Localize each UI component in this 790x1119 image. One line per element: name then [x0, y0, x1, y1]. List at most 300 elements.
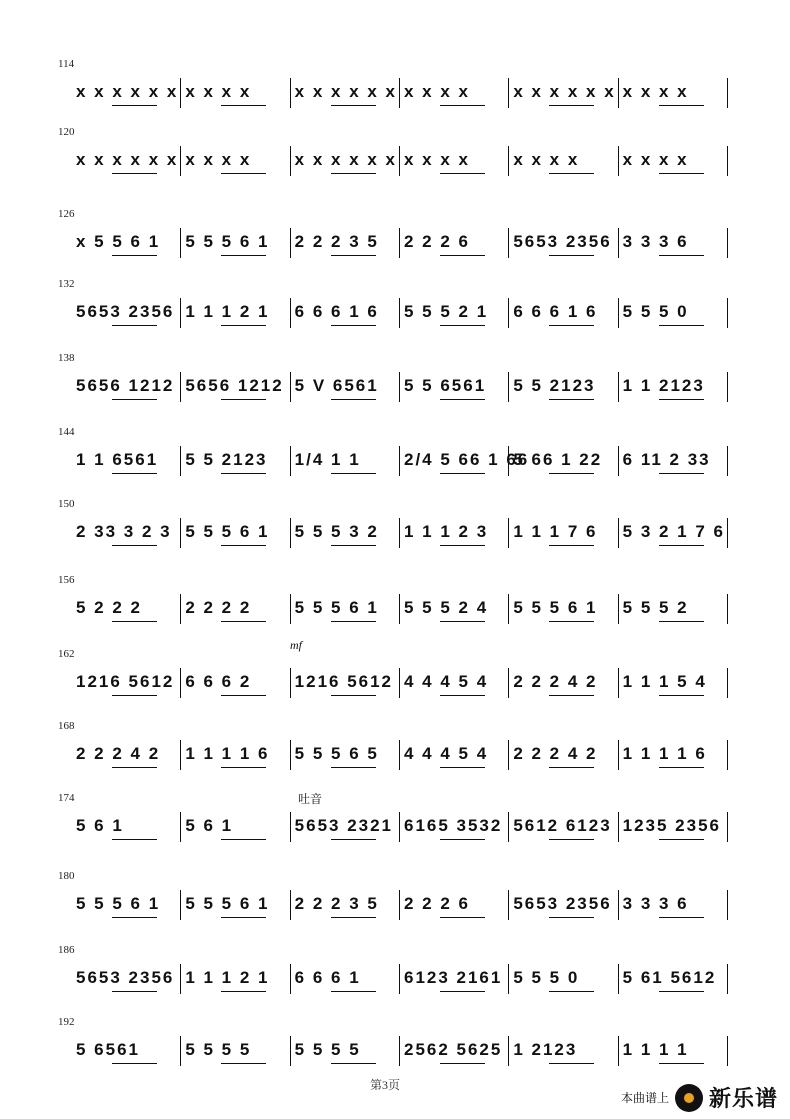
- rhythm-beam: [659, 173, 704, 174]
- measure-notes: x x x x: [622, 82, 689, 101]
- rhythm-beam: [221, 105, 266, 106]
- measure-notes: x x x x: [513, 150, 580, 169]
- measure-notes: 5 61 5612: [622, 968, 717, 987]
- measure-notes: 5 5 5 2: [622, 598, 689, 617]
- record-logo-icon: [675, 1084, 703, 1112]
- measure-notes: 1 1 1 2 1: [185, 302, 270, 321]
- measure-notes: 5 5 5 3 2: [294, 522, 379, 541]
- rhythm-beam: [659, 839, 704, 840]
- rhythm-beam: [221, 839, 266, 840]
- measure-notes: 5653 2356: [513, 232, 612, 251]
- measure-notes: 5 5 5 6 1: [294, 598, 379, 617]
- measures-row: [72, 514, 728, 554]
- measure-notes: x 5 5 6 1: [76, 232, 161, 251]
- rhythm-beam: [221, 325, 266, 326]
- measure-number: 192: [58, 1016, 75, 1028]
- measure-number: 138: [58, 352, 75, 364]
- barline: [727, 446, 728, 476]
- rhythm-beam: [659, 473, 704, 474]
- rhythm-beam: [331, 255, 376, 256]
- measures-row: [72, 74, 728, 114]
- rhythm-beam: [659, 917, 704, 918]
- score-system: [0, 792, 790, 874]
- page-number: 第3页: [370, 1078, 401, 1092]
- score-system: [0, 720, 790, 802]
- rhythm-beam: [112, 325, 157, 326]
- rhythm-beam: [659, 325, 704, 326]
- measure-number: 132: [58, 278, 75, 290]
- measure: [181, 368, 289, 408]
- measure: [72, 960, 180, 1000]
- measure: [181, 808, 289, 848]
- rhythm-beam: [659, 105, 704, 106]
- barline: [727, 890, 728, 920]
- measure-notes: 6123 2161: [403, 968, 503, 987]
- measure-number: 180: [58, 870, 75, 882]
- score-system: [0, 208, 790, 290]
- measure: [619, 294, 727, 334]
- measure-notes: 4 4 4 5 4: [403, 744, 489, 763]
- rhythm-beam: [112, 473, 157, 474]
- rhythm-beam: [221, 545, 266, 546]
- measure-notes: 5 5 5 6 1: [513, 598, 598, 617]
- measure-notes: 5 5 5 6 5: [294, 744, 379, 763]
- performance-annotation: 吐音: [298, 792, 323, 806]
- measure-notes: 5 2 2 2: [76, 598, 142, 617]
- measures-row: [72, 294, 728, 334]
- measure-notes: 1 1 1 7 6: [513, 522, 598, 541]
- rhythm-beam: [440, 839, 485, 840]
- rhythm-beam: [221, 173, 266, 174]
- measure-notes: 1235 2356: [622, 816, 722, 835]
- barline: [727, 146, 728, 176]
- measure: [291, 960, 399, 1000]
- rhythm-beam: [112, 399, 157, 400]
- measure: [72, 1032, 180, 1072]
- measure-notes: x x x x: [403, 150, 470, 169]
- measure: [291, 514, 399, 554]
- measure: [291, 224, 399, 264]
- barline: [727, 964, 728, 994]
- measure: [181, 74, 289, 114]
- measure-number: 168: [58, 720, 75, 732]
- measure: [400, 442, 530, 482]
- measure: [181, 142, 289, 182]
- rhythm-beam: [221, 621, 266, 622]
- rhythm-beam: [440, 105, 485, 106]
- rhythm-beam: [440, 767, 485, 768]
- rhythm-beam: [549, 767, 594, 768]
- rhythm-beam: [659, 767, 704, 768]
- measure-notes: 2 2 2 6: [403, 894, 470, 913]
- measure: [400, 808, 508, 848]
- rhythm-beam: [331, 767, 376, 768]
- measure: [72, 368, 180, 408]
- measure: [509, 368, 617, 408]
- footer-text: 本曲谱上: [620, 1091, 669, 1105]
- measure: [509, 886, 617, 926]
- measure-notes: 5 V 6561: [294, 376, 379, 395]
- rhythm-beam: [549, 325, 594, 326]
- measure: [291, 886, 399, 926]
- rhythm-beam: [331, 917, 376, 918]
- rhythm-beam: [221, 991, 266, 992]
- measure-notes: x x x x x x: [294, 82, 397, 101]
- rhythm-beam: [221, 399, 266, 400]
- measure-number: 150: [58, 498, 75, 510]
- rhythm-beam: [440, 255, 485, 256]
- measure-notes: x x x x x x: [294, 150, 397, 169]
- measure: [619, 886, 727, 926]
- measure: [400, 590, 508, 630]
- barline: [727, 372, 728, 402]
- rhythm-beam: [221, 917, 266, 918]
- measure-notes: 2 2 2 3 5: [294, 894, 379, 913]
- measure: [400, 664, 508, 704]
- measure-notes: 1216 5612: [294, 672, 394, 691]
- rhythm-beam: [331, 621, 376, 622]
- measure-number: 144: [58, 426, 75, 438]
- measure: [291, 664, 399, 704]
- measure-notes: x x x x: [403, 82, 470, 101]
- measure: [400, 74, 508, 114]
- measures-row: [72, 886, 728, 926]
- measure-notes: 5 5 5 6 1: [185, 232, 270, 251]
- rhythm-beam: [549, 991, 594, 992]
- measure: [181, 224, 289, 264]
- measure-notes: 5 5 5 6 1: [185, 522, 270, 541]
- score-system: [0, 870, 790, 952]
- measure: [619, 74, 727, 114]
- rhythm-beam: [549, 695, 594, 696]
- measure-notes: 1 1 1 1 6: [185, 744, 270, 763]
- measure: [509, 1032, 617, 1072]
- measure-notes: 5653 2356: [76, 968, 175, 987]
- measure-notes: 2 33 3 2 3: [76, 522, 172, 541]
- measure: [181, 886, 289, 926]
- rhythm-beam: [549, 105, 594, 106]
- measure: [619, 514, 727, 554]
- barline: [727, 298, 728, 328]
- measure-number: 120: [58, 126, 75, 138]
- measure: [509, 294, 617, 334]
- barline: [727, 740, 728, 770]
- measure-notes: 5653 2321: [294, 816, 394, 835]
- barline: [727, 812, 728, 842]
- measure: [181, 514, 289, 554]
- measure: [291, 74, 399, 114]
- measure: [619, 590, 727, 630]
- measures-row: [72, 1032, 728, 1072]
- score-system: [0, 352, 790, 434]
- rhythm-beam: [331, 173, 376, 174]
- rhythm-beam: [221, 255, 266, 256]
- measure-notes: 2 2 2 4 2: [76, 744, 161, 763]
- measure: [181, 1032, 289, 1072]
- rhythm-beam: [549, 255, 594, 256]
- measure: [72, 590, 180, 630]
- measure-notes: x x x x: [185, 150, 252, 169]
- barline: [727, 594, 728, 624]
- measure: [291, 442, 399, 482]
- measure-notes: 5 5 2123: [185, 450, 268, 469]
- measure: [181, 442, 289, 482]
- rhythm-beam: [112, 991, 157, 992]
- rhythm-beam: [659, 399, 704, 400]
- rhythm-beam: [331, 839, 376, 840]
- measure-notes: 5 5 5 2 1: [403, 302, 489, 321]
- measure: [72, 736, 180, 776]
- measure-notes: 1 1 2123: [622, 376, 705, 395]
- barline: [727, 1036, 728, 1066]
- measure: [291, 590, 399, 630]
- rhythm-beam: [659, 255, 704, 256]
- measure-number: 162: [58, 648, 75, 660]
- measure-number: 156: [58, 574, 75, 586]
- rhythm-beam: [440, 917, 485, 918]
- rhythm-beam: [659, 695, 704, 696]
- measure: [72, 514, 180, 554]
- measure: [291, 142, 399, 182]
- measure-notes: 5 5 5 0: [513, 968, 580, 987]
- rhythm-beam: [440, 1063, 485, 1064]
- rhythm-beam: [112, 545, 157, 546]
- rhythm-beam: [440, 325, 485, 326]
- rhythm-beam: [112, 105, 157, 106]
- measure: [291, 1032, 399, 1072]
- rhythm-beam: [112, 839, 157, 840]
- measure: [400, 224, 508, 264]
- measure: [400, 1032, 508, 1072]
- measure: [72, 74, 180, 114]
- measure-number: 114: [58, 58, 75, 70]
- measure: [509, 736, 617, 776]
- measure-notes: 5 6561: [76, 1040, 140, 1059]
- measure: [509, 808, 617, 848]
- measure: [72, 224, 180, 264]
- measure-notes: x x x x: [185, 82, 252, 101]
- rhythm-beam: [331, 695, 376, 696]
- footer-watermark: [621, 1082, 778, 1113]
- measure: [619, 442, 727, 482]
- measure: [619, 142, 727, 182]
- measure: [509, 664, 617, 704]
- brand-name: 新乐谱: [708, 1086, 778, 1111]
- measure: [72, 664, 180, 704]
- score-system: [0, 944, 790, 1026]
- rhythm-beam: [440, 695, 485, 696]
- measure-notes: 5 5 5 5: [185, 1040, 252, 1059]
- measure-notes: 5 3 2 1 7 6: [622, 522, 725, 541]
- measure-notes: 5 5 5 6 1: [76, 894, 161, 913]
- measure-notes: 6 6 6 2: [185, 672, 252, 691]
- measure: [509, 442, 617, 482]
- measure-notes: 5 5 5 6 1: [185, 894, 270, 913]
- measure: [619, 960, 727, 1000]
- measure: [400, 960, 508, 1000]
- measure-notes: 5 5 2123: [513, 376, 596, 395]
- measure-number: 126: [58, 208, 75, 220]
- rhythm-beam: [331, 399, 376, 400]
- rhythm-beam: [659, 621, 704, 622]
- measure: [400, 886, 508, 926]
- measure-notes: 1 1 1 2 1: [185, 968, 270, 987]
- rhythm-beam: [440, 173, 485, 174]
- barline: [727, 228, 728, 258]
- measure: [291, 808, 399, 848]
- rhythm-beam: [112, 767, 157, 768]
- score-system: [0, 648, 790, 730]
- measure-notes: 5 6 1: [185, 816, 234, 835]
- measure-notes: 5 5 5 2 4: [403, 598, 489, 617]
- rhythm-beam: [659, 991, 704, 992]
- measure-notes: 4 4 4 5 4: [403, 672, 489, 691]
- measure-notes: 1/4 1 1: [294, 450, 361, 469]
- measure: [619, 368, 727, 408]
- measure-notes: 5 5 5 5: [294, 1040, 361, 1059]
- measure: [400, 368, 508, 408]
- measure: [181, 294, 289, 334]
- rhythm-beam: [112, 917, 157, 918]
- measure-notes: 1 1 6561: [76, 450, 159, 469]
- performance-annotation: mf: [290, 638, 302, 652]
- rhythm-beam: [549, 917, 594, 918]
- rhythm-beam: [331, 105, 376, 106]
- measure-number: 174: [58, 792, 75, 804]
- rhythm-beam: [549, 473, 594, 474]
- measure-notes: 5656 1212: [76, 376, 175, 395]
- measure-notes: 1 1 1 2 3: [403, 522, 489, 541]
- rhythm-beam: [331, 473, 376, 474]
- measure: [509, 514, 617, 554]
- measures-row: [72, 368, 728, 408]
- measures-row: [72, 142, 728, 182]
- rhythm-beam: [549, 839, 594, 840]
- measure-notes: 5656 1212: [185, 376, 284, 395]
- measure-notes: 2 2 2 4 2: [513, 744, 598, 763]
- measure-notes: 6 6 6 1: [294, 968, 361, 987]
- rhythm-beam: [549, 399, 594, 400]
- measure: [619, 1032, 727, 1072]
- rhythm-beam: [221, 1063, 266, 1064]
- measure-notes: 6 6 6 1 6: [513, 302, 598, 321]
- score-system: [0, 58, 790, 140]
- rhythm-beam: [659, 545, 704, 546]
- measure: [291, 368, 399, 408]
- rhythm-beam: [549, 1063, 594, 1064]
- measure: [509, 590, 617, 630]
- rhythm-beam: [549, 545, 594, 546]
- measure: [72, 294, 180, 334]
- measure-notes: 2 2 2 6: [403, 232, 470, 251]
- measure: [181, 590, 289, 630]
- measure-notes: 2 2 2 3 5: [294, 232, 379, 251]
- rhythm-beam: [440, 473, 485, 474]
- measure-notes: 6 6 6 1 6: [294, 302, 379, 321]
- measure: [509, 224, 617, 264]
- measure-notes: 3 3 3 6: [622, 894, 689, 913]
- rhythm-beam: [440, 621, 485, 622]
- measure: [400, 514, 508, 554]
- measure: [72, 808, 180, 848]
- measure-notes: 2562 5625: [403, 1040, 503, 1059]
- measure-notes: 2 2 2 2: [185, 598, 252, 617]
- measure: [400, 142, 508, 182]
- barline: [727, 78, 728, 108]
- rhythm-beam: [112, 621, 157, 622]
- measure: [619, 736, 727, 776]
- measure: [400, 736, 508, 776]
- measures-row: [72, 590, 728, 630]
- rhythm-beam: [221, 695, 266, 696]
- rhythm-beam: [221, 473, 266, 474]
- rhythm-beam: [112, 695, 157, 696]
- measure-notes: 5612 6123: [513, 816, 612, 835]
- measure: [72, 886, 180, 926]
- measure: [72, 142, 180, 182]
- rhythm-beam: [331, 325, 376, 326]
- rhythm-beam: [112, 1063, 157, 1064]
- rhythm-beam: [112, 255, 157, 256]
- measure-notes: 5 6 1: [76, 816, 124, 835]
- rhythm-beam: [331, 545, 376, 546]
- measures-row: [72, 664, 728, 704]
- score-system: [0, 426, 790, 508]
- measure: [291, 294, 399, 334]
- measure-notes: 1 1 1 5 4: [622, 672, 707, 691]
- measure: [619, 664, 727, 704]
- measure: [619, 224, 727, 264]
- rhythm-beam: [549, 173, 594, 174]
- score-system: [0, 574, 790, 656]
- measure-notes: 5 5 6561: [403, 376, 487, 395]
- measure: [509, 74, 617, 114]
- barline: [727, 668, 728, 698]
- measure-notes: 1 1 1 1 6: [622, 744, 707, 763]
- rhythm-beam: [440, 991, 485, 992]
- measures-row: [72, 442, 728, 482]
- measure-notes: x x x x x x: [513, 82, 616, 101]
- measure: [509, 142, 617, 182]
- measure-notes: x x x x: [622, 150, 689, 169]
- barline: [727, 518, 728, 548]
- measure: [619, 808, 727, 848]
- measure: [291, 736, 399, 776]
- measure-notes: x x x x x x: [76, 150, 179, 169]
- measure-notes: x x x x x x: [76, 82, 179, 101]
- measure-notes: 2 2 2 4 2: [513, 672, 598, 691]
- measure-notes: 5653 2356: [76, 302, 175, 321]
- measure: [181, 960, 289, 1000]
- score-system: [0, 278, 790, 360]
- measure: [181, 736, 289, 776]
- measure-notes: 5 5 5 0: [622, 302, 689, 321]
- measure-notes: 1 1 1 1: [622, 1040, 689, 1059]
- measures-row: [72, 808, 728, 848]
- measure-notes: 5 66 1 22: [513, 450, 603, 469]
- measure-notes: 6 11 2 33: [622, 450, 711, 469]
- rhythm-beam: [549, 621, 594, 622]
- rhythm-beam: [331, 1063, 376, 1064]
- measure-notes: 3 3 3 6: [622, 232, 689, 251]
- score-system: [0, 126, 790, 208]
- rhythm-beam: [331, 991, 376, 992]
- measure-notes: 5653 2356: [513, 894, 612, 913]
- measures-row: [72, 736, 728, 776]
- measure-notes: 1216 5612: [76, 672, 175, 691]
- measure-number: 186: [58, 944, 75, 956]
- rhythm-beam: [112, 173, 157, 174]
